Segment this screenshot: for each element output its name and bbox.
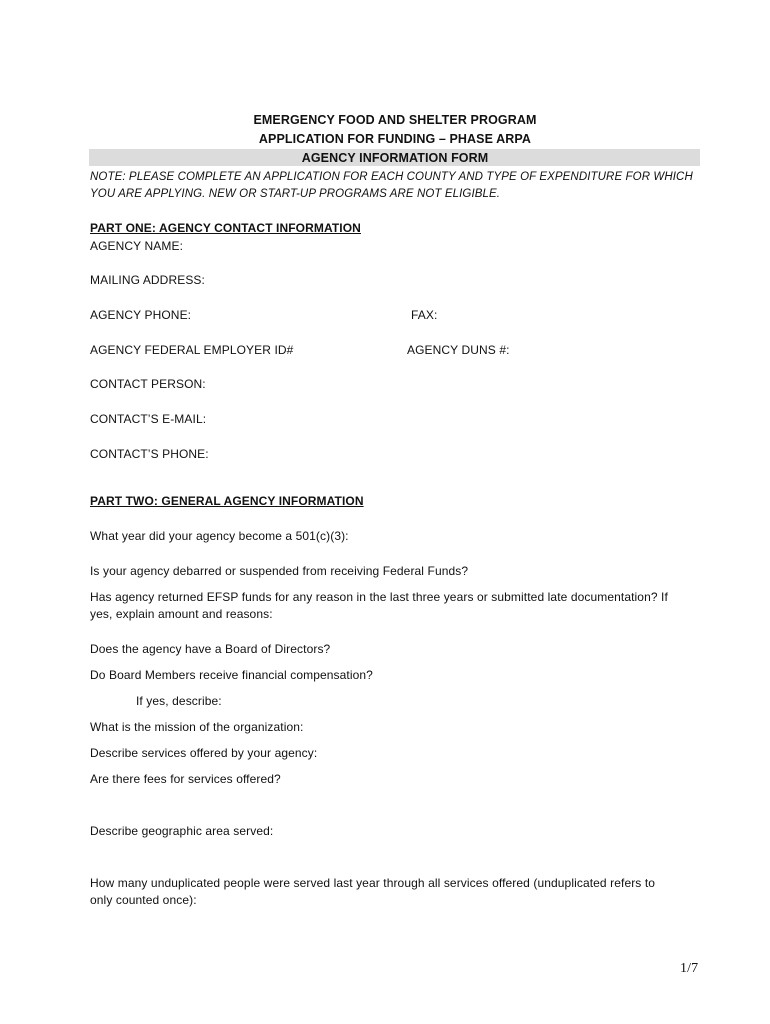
note-line-1: NOTE: PLEASE COMPLETE AN APPLICATION FOR EACH COUNTY AND TYPE OF EXPENDITURE FOR WHICH [90, 171, 693, 183]
q-mission-label: What is the mission of the organization: [90, 720, 304, 734]
contact-person-label: CONTACT PERSON: [90, 377, 206, 391]
q-unduplicated-line-2: only counted once): [90, 893, 197, 907]
q-geo-label: Describe geographic area served: [90, 824, 274, 838]
q-if-yes-label: If yes, describe: [136, 694, 222, 708]
application-title: APPLICATION FOR FUNDING – PHASE ARPA [258, 132, 532, 146]
q-returned-line-1: Has agency returned EFSP funds for any reason in the last three years or submitted late documentation? If [90, 590, 668, 604]
q-returned-line-2: yes, explain amount and reasons: [90, 607, 273, 621]
q-fees-label: Are there fees for services offered? [90, 772, 281, 786]
q-unduplicated-line-1: How many unduplicated people were served last year through all services offered (unduplicated refers to [90, 876, 656, 890]
contact-phone-label: CONTACT’S PHONE: [90, 447, 209, 461]
mailing-address-label: MAILING ADDRESS: [90, 273, 205, 287]
q-501c3-label: What year did your agency become a 501(c)(3): [90, 529, 349, 543]
fax-label: FAX: [411, 308, 438, 322]
q-debarred-label: Is your agency debarred or suspended from receiving Federal Funds? [90, 564, 469, 578]
q-board-comp-label: Do Board Members receive financial compensation? [90, 668, 373, 682]
duns-label: AGENCY DUNS #: [407, 343, 510, 357]
program-title: EMERGENCY FOOD AND SHELTER PROGRAM [253, 113, 537, 127]
form-title: AGENCY INFORMATION FORM [301, 151, 489, 165]
agency-name-label: AGENCY NAME: [90, 239, 183, 253]
agency-phone-label: AGENCY PHONE: [90, 308, 192, 322]
part-two-heading: PART TWO: GENERAL AGENCY INFORMATION [90, 494, 364, 508]
page-number: 1/7 [680, 961, 699, 976]
q-services-label: Describe services offered by your agency: [90, 746, 318, 760]
contact-email-label: CONTACT’S E-MAIL: [90, 412, 207, 426]
federal-employer-id-label: AGENCY FEDERAL EMPLOYER ID# [90, 343, 294, 357]
q-board-label: Does the agency have a Board of Directors? [90, 642, 331, 656]
note-line-2: YOU ARE APPLYING. NEW OR START-UP PROGRAMS ARE NOT ELIGIBLE. [90, 188, 501, 200]
part-one-heading: PART ONE: AGENCY CONTACT INFORMATION [90, 221, 361, 235]
